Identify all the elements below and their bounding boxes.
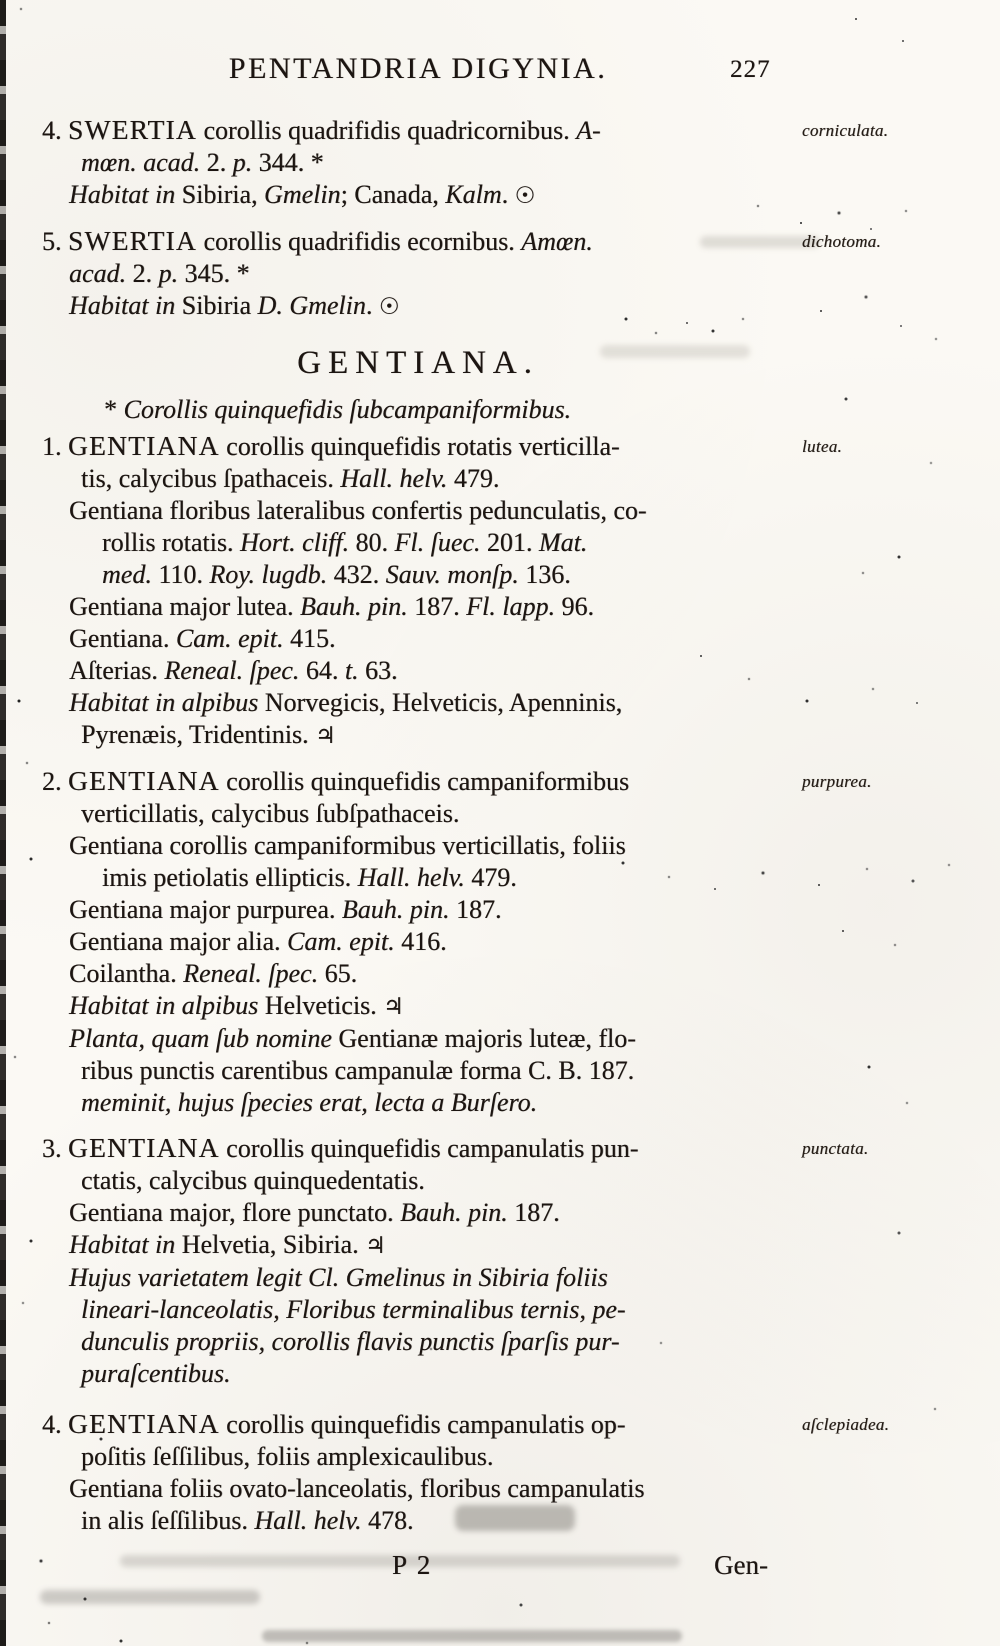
text-segment: Mat. <box>538 528 588 557</box>
text-segment: 136. <box>518 560 571 589</box>
text-segment: . <box>365 291 379 320</box>
text-segment: Hall. helv. <box>254 1506 362 1535</box>
text-segment: 5. <box>42 227 68 256</box>
text-line <box>69 1262 992 1294</box>
text-segment: 415. <box>283 624 336 653</box>
text-segment: 479. <box>464 863 517 892</box>
text-segment: dunculis propriis, corollis flavis punctis ſparſis pur- <box>81 1327 620 1356</box>
text-line <box>102 527 992 559</box>
text-segment: in alis ſeſſilibus. <box>81 1506 255 1535</box>
text-line <box>81 1358 992 1390</box>
species-entry <box>42 225 992 323</box>
text-segment: GENTIANA <box>68 430 220 461</box>
text-line <box>69 830 992 862</box>
text-segment: D. Gmelin <box>257 291 366 320</box>
text-line <box>69 1197 992 1229</box>
text-line <box>69 495 992 527</box>
text-segment: Kalm <box>445 180 502 209</box>
text-line <box>69 655 992 687</box>
text-segment: 479. <box>447 464 500 493</box>
text-line <box>69 258 992 290</box>
text-line <box>69 179 992 212</box>
genus-heading: GENTIANA. <box>297 345 539 381</box>
text-segment: SWERTIA <box>68 114 197 145</box>
text-segment: Bauh. pin. <box>400 1198 508 1227</box>
text-segment: 2. <box>42 767 68 796</box>
text-segment: Hall. helv. <box>340 464 448 493</box>
text-segment: Gentiana major lutea. <box>69 592 301 621</box>
text-segment: 416. <box>394 927 447 956</box>
text-segment: Habitat in <box>69 180 182 209</box>
text-segment: meminit, hujus ſpecies erat, lecta a Burſero. <box>81 1088 538 1117</box>
text-segment: 2. <box>200 148 233 177</box>
text-line <box>69 290 992 323</box>
text-segment: p. <box>158 259 179 288</box>
text-line <box>102 559 992 591</box>
text-segment: A- <box>576 116 601 145</box>
botanical-symbol: ♃ <box>315 723 336 749</box>
text-segment: 96. <box>554 592 594 621</box>
text-segment: mœn. acad. <box>81 148 201 177</box>
text-segment: 4. <box>42 1410 68 1439</box>
page-title: PENTANDRIA DIGYNIA. <box>228 52 608 85</box>
text-segment: Cam. epit. <box>175 624 284 653</box>
text-line <box>81 1165 992 1197</box>
text-segment: Helvetia, Sibiria. <box>181 1230 366 1259</box>
text-segment: 345. * <box>178 259 250 288</box>
species-entry <box>42 114 992 212</box>
text-segment: 63. <box>358 656 398 685</box>
page-number: 227 <box>730 56 771 83</box>
text-line <box>69 990 992 1023</box>
text-segment: tis, calycibus ſpathaceis. <box>81 464 341 493</box>
text-segment: Habitat in alpibus <box>69 991 265 1020</box>
text-line <box>42 430 992 463</box>
text-segment: 478. <box>361 1506 414 1535</box>
scan-edge-artifact <box>0 0 6 1646</box>
text-segment: ctatis, calycibus quinquedentatis. <box>81 1166 425 1195</box>
text-segment: corollis quinquefidis rotatis verticilla- <box>219 432 620 461</box>
text-segment: Gentiana. <box>69 624 176 653</box>
text-segment: Fl. ſuec. <box>394 528 481 557</box>
text-segment: Roy. lugdb. <box>209 560 328 589</box>
text-line <box>69 1023 992 1055</box>
botanical-symbol: ☉ <box>514 183 536 209</box>
botanical-symbol: ♃ <box>383 994 404 1020</box>
text-line <box>81 1294 992 1326</box>
text-segment: 432. <box>327 560 386 589</box>
text-segment: rollis rotatis. <box>102 528 240 557</box>
text-segment: Hall. helv. <box>357 863 465 892</box>
margin-species-name: dichotoma. <box>802 232 882 251</box>
text-line <box>81 1326 992 1358</box>
margin-species-name: aſclepiadea. <box>802 1415 890 1434</box>
text-segment: Sibiria, <box>181 180 265 209</box>
species-entry <box>42 1408 992 1537</box>
text-segment: Habitat in <box>69 291 182 320</box>
text-segment: Bauh. pin. <box>341 895 450 924</box>
text-segment: Gmelin <box>264 180 341 209</box>
ink-smudge <box>262 1630 682 1642</box>
text-line <box>69 1229 992 1262</box>
text-segment: Hujus varietatem legit Cl. Gmelinus in Sibiria foliis <box>69 1263 608 1292</box>
text-segment: GENTIANA <box>68 765 220 796</box>
text-line <box>69 623 992 655</box>
text-line <box>69 687 992 719</box>
text-line <box>81 1505 992 1537</box>
text-line <box>69 958 992 990</box>
text-segment: 187. <box>507 1198 560 1227</box>
text-segment: Fl. lapp. <box>466 592 555 621</box>
margin-species-name: purpurea. <box>802 772 872 791</box>
text-segment: t. <box>344 656 359 685</box>
text-segment: corollis quinquefidis campanulatis pun- <box>219 1134 639 1163</box>
text-line <box>69 591 992 623</box>
text-segment: GENTIANA <box>68 1132 220 1163</box>
text-line <box>102 862 992 894</box>
text-segment: Aſterias. <box>69 656 165 685</box>
text-segment: Sauv. monſp. <box>385 560 519 589</box>
text-line <box>69 926 992 958</box>
text-segment: corollis quadrifidis ecornibus. <box>196 227 522 256</box>
text-segment: 4. <box>42 116 68 145</box>
text-segment: 1. <box>42 432 68 461</box>
margin-species-name: lutea. <box>802 437 843 456</box>
text-segment: . <box>501 180 515 209</box>
text-segment: 344. * <box>252 148 324 177</box>
text-segment: corollis quadrifidis quadricornibus. <box>196 116 577 145</box>
text-segment: Pyrenæis, Tridentinis. <box>81 720 316 749</box>
text-segment: Reneal. ſpec. <box>183 959 319 988</box>
text-segment: 80. <box>349 528 395 557</box>
text-segment: 3. <box>42 1134 68 1163</box>
margin-species-name: punctata. <box>802 1139 869 1158</box>
text-line <box>81 1441 992 1473</box>
text-line <box>81 463 992 495</box>
text-segment: Helveticis. <box>264 991 384 1020</box>
text-segment: poſitis ſeſſilibus, foliis amplexicaulibus. <box>81 1442 494 1471</box>
text-line <box>81 1087 992 1119</box>
signature-mark: P 2 <box>392 1550 433 1580</box>
ink-specks <box>0 0 2 2</box>
text-segment: Bauh. pin. <box>300 592 408 621</box>
ink-smudge <box>40 1590 260 1604</box>
text-segment: 2. <box>126 259 159 288</box>
margin-species-name: corniculata. <box>802 121 889 140</box>
text-segment: GENTIANA <box>68 1408 220 1439</box>
page-content <box>42 52 992 1590</box>
text-segment: 201. <box>480 528 539 557</box>
text-segment: Corollis quinquefidis ſubcampaniformibus. <box>123 395 572 424</box>
text-segment: acad. <box>69 259 127 288</box>
text-segment: 187. <box>449 895 502 924</box>
text-line <box>81 719 992 752</box>
text-segment: Sibiria <box>181 291 258 320</box>
species-entry <box>42 430 992 752</box>
text-segment: med. <box>102 560 152 589</box>
text-segment: 65. <box>318 959 358 988</box>
text-segment: Habitat in alpibus <box>69 688 265 717</box>
text-line <box>81 798 992 830</box>
text-segment: Gentiana foliis ovato-lanceolatis, floribus campanulatis <box>69 1474 645 1503</box>
text-blocks <box>42 114 992 1537</box>
text-segment: Gentiana corollis campaniformibus verticillatis, foliis <box>69 831 626 860</box>
text-segment: 187. <box>407 592 467 621</box>
species-entry <box>42 765 992 1119</box>
text-line <box>69 1473 992 1505</box>
text-segment: Hort. cliff. <box>239 528 349 557</box>
text-segment: Cam. epit. <box>287 927 395 956</box>
text-segment: Norvegicis, Helveticis, Apenninis, <box>264 688 623 717</box>
botanical-symbol: ♃ <box>365 1233 386 1259</box>
catchword: Gen- <box>714 1550 768 1580</box>
text-line <box>69 894 992 926</box>
text-segment: ; Canada, <box>340 180 446 209</box>
text-segment: Amœn. <box>521 227 593 256</box>
text-segment: Habitat in <box>69 1230 182 1259</box>
text-segment: Planta, quam ſub nomine <box>69 1024 339 1053</box>
text-segment: Gentiana major, flore punctato. <box>69 1198 401 1227</box>
text-segment: * <box>104 395 124 424</box>
text-segment: p. <box>232 148 253 177</box>
text-segment: puraſcentibus. <box>81 1359 231 1388</box>
species-entry <box>42 1132 992 1390</box>
text-segment: 64. <box>299 656 345 685</box>
text-segment: verticillatis, calycibus ſubſpathaceis. <box>81 799 460 828</box>
text-segment: Gentianæ majoris luteæ, flo- <box>338 1024 636 1053</box>
text-segment: Gentiana major alia. <box>69 927 288 956</box>
text-segment: lineari-lanceolatis, Floribus terminalibus ternis, pe- <box>81 1295 626 1324</box>
text-segment: corollis quinquefidis campanulatis op- <box>219 1410 626 1439</box>
text-segment: Gentiana major purpurea. <box>69 895 342 924</box>
text-segment: SWERTIA <box>68 225 197 256</box>
text-segment: ribus punctis carentibus campanulæ forma C. B. 187. <box>81 1056 635 1085</box>
running-header <box>42 52 794 86</box>
text-line <box>81 147 992 179</box>
text-segment: imis petiolatis ellipticis. <box>102 863 358 892</box>
botanical-symbol: ☉ <box>378 294 400 320</box>
text-segment: corollis quinquefidis campaniformibus <box>219 767 630 796</box>
text-segment: 110. <box>151 560 210 589</box>
page-footer <box>42 1550 794 1590</box>
text-segment: Gentiana floribus lateralibus confertis pedunculatis, co- <box>69 496 647 525</box>
text-line <box>81 1055 992 1087</box>
text-segment: Coilantha. <box>69 959 184 988</box>
section-star-line <box>104 394 992 426</box>
text-segment: Reneal. ſpec. <box>164 656 300 685</box>
